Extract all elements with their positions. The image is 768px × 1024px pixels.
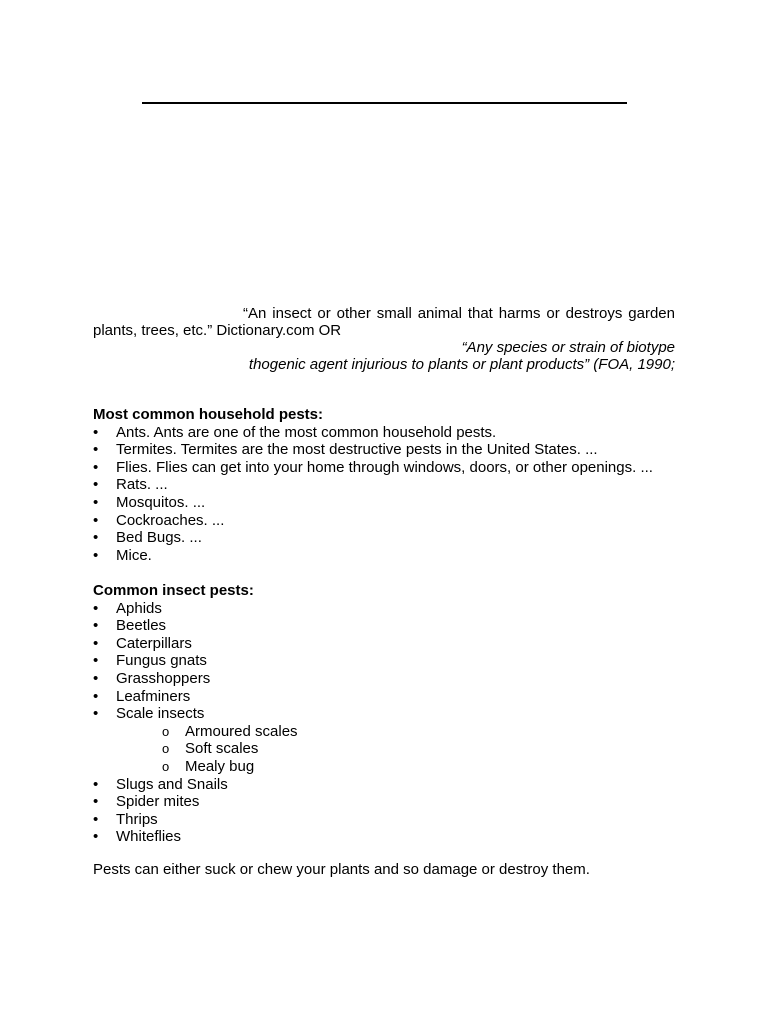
list-item-text: Thrips <box>116 810 158 828</box>
list-item <box>93 494 693 512</box>
list-item-text: Termites. Termites are the most destructive pests in the United States. ... <box>116 441 598 459</box>
definition-line-1: “An insect or other small animal that harms or destroys garden <box>243 305 675 322</box>
list-item-text: Mosquitos. ... <box>116 493 206 511</box>
list-item <box>93 617 693 635</box>
list-item <box>93 670 693 688</box>
list-item-text: Ants. Ants are one of the most common household pests. <box>116 423 497 441</box>
bullet-icon: • <box>93 669 99 687</box>
circle-bullet-icon: o <box>162 758 170 774</box>
circle-bullet-icon: o <box>162 723 170 739</box>
list-item-text: Fungus gnats <box>116 652 207 670</box>
bullet-icon: • <box>93 705 99 723</box>
list-item <box>93 828 693 846</box>
bullet-icon: • <box>93 423 99 441</box>
list-item <box>93 476 693 494</box>
household-pests-list <box>93 424 693 565</box>
pest-definition <box>93 305 675 373</box>
sub-list-item-text: Mealy bug <box>185 757 255 775</box>
bullet-icon: • <box>93 458 99 476</box>
scale-insects-sublist <box>116 723 693 776</box>
list-item <box>93 705 693 775</box>
list-item-text: Spider mites <box>116 793 200 811</box>
bullet-icon: • <box>93 476 99 494</box>
bullet-icon: • <box>93 599 99 617</box>
list-item-text: Mice. <box>116 546 152 564</box>
closing-sentence: Pests can either suck or chew your plants and so damage or destroy them. <box>93 861 590 878</box>
bullet-icon: • <box>93 828 99 846</box>
list-item <box>93 600 693 618</box>
list-item <box>93 441 693 459</box>
list-item <box>93 652 693 670</box>
definition-line-2: plants, trees, etc.” Dictionary.com OR <box>93 322 342 339</box>
bullet-icon: • <box>93 529 99 547</box>
list-item-text: Caterpillars <box>116 634 192 652</box>
list-item <box>93 529 693 547</box>
sub-list-item-text: Armoured scales <box>185 722 298 740</box>
definition-line-3: “Any species or strain of biotype <box>461 339 675 356</box>
bullet-icon: • <box>93 511 99 529</box>
sub-list-item-text: Soft scales <box>185 740 259 758</box>
list-item-text: Beetles <box>116 617 167 635</box>
list-item <box>93 424 693 442</box>
list-item-text: Scale insects <box>116 705 205 723</box>
insect-pests-heading: Common insect pests: <box>93 582 254 599</box>
circle-bullet-icon: o <box>162 741 170 757</box>
list-item <box>93 547 693 565</box>
list-item <box>93 688 693 706</box>
bullet-icon: • <box>93 546 99 564</box>
definition-line-4-text: thogenic agent injurious to plants or plant products” (FOA, 1990; <box>248 356 675 373</box>
bullet-icon: • <box>93 793 99 811</box>
list-item <box>93 793 693 811</box>
list-item <box>93 635 693 653</box>
sub-list-item <box>116 758 693 776</box>
household-pests-heading: Most common household pests: <box>93 406 324 423</box>
household-pests-section <box>93 406 693 564</box>
list-item-text: Cockroaches. ... <box>116 511 225 529</box>
insect-pests-section <box>93 582 693 846</box>
bullet-icon: • <box>93 634 99 652</box>
bullet-icon: • <box>93 652 99 670</box>
list-item-text: Rats. ... <box>116 476 168 494</box>
list-item <box>93 512 693 530</box>
list-item-text: Grasshoppers <box>116 669 211 687</box>
bullet-icon: • <box>93 687 99 705</box>
list-item-text: Slugs and Snails <box>116 775 228 793</box>
title-underline <box>142 102 627 104</box>
list-item-text: Flies. Flies can get into your home through windows, doors, or other openings. ... <box>116 458 653 476</box>
bullet-icon: • <box>93 617 99 635</box>
list-item-text: Whiteflies <box>116 828 182 846</box>
list-item-text: Leafminers <box>116 687 191 705</box>
bullet-icon: • <box>93 493 99 511</box>
list-item <box>93 776 693 794</box>
sub-list-item <box>116 723 693 741</box>
bullet-icon: • <box>93 810 99 828</box>
sub-list-item <box>116 740 693 758</box>
list-item-text: Bed Bugs. ... <box>116 529 202 547</box>
definition-line-4 <box>93 356 675 373</box>
list-item-text: Aphids <box>116 599 162 617</box>
list-item <box>93 811 693 829</box>
bullet-icon: • <box>93 441 99 459</box>
list-item <box>93 459 693 477</box>
bullet-icon: • <box>93 775 99 793</box>
insect-pests-list <box>93 600 693 846</box>
